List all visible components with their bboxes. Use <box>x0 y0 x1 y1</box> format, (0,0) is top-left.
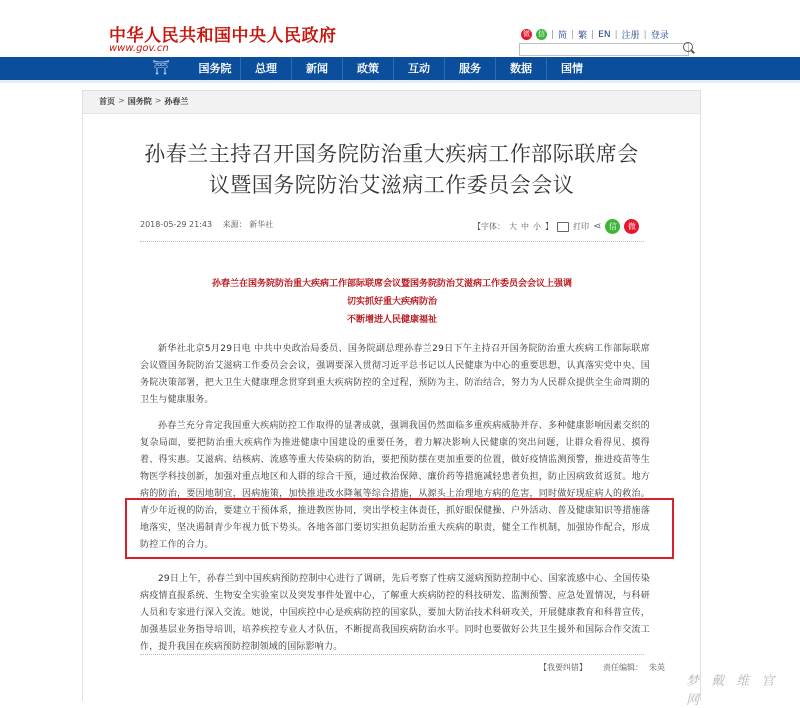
article-paragraph-3: 29日上午，孙春兰到中国疾病预防控制中心进行了调研，先后考察了性病艾滋病预防控制中心、国家流感中心、全国传染病疫情直报系统、生物安全实验室以及突发事件处置中心，了解重大疾病防控的科技研发、监测预警、应急处置情况，与科研人员和专家进行深入交流。她说，中国疾控中心是疾病防控的国家队，要加大防治技术科研攻关，开展健康教育和科普宣传，加强基层业务指导培训，培养疾控专业人才队伍，不断提高我国疾病防治水平。同时也要做好公共卫生援外和国际合作交流工作，提升我国在疾病预防控制领域的国际影响力。 <box>140 574 650 652</box>
font-medium-button[interactable]: 中 <box>521 222 529 231</box>
print-icon[interactable] <box>557 222 569 232</box>
link-register[interactable]: 注册 <box>621 31 640 41</box>
breadcrumb-state-council[interactable]: 国务院 <box>127 97 152 106</box>
article-paragraph-2: 孙春兰充分肯定我国重大疾病防控工作取得的显著成就，强调我国仍然面临多重疾病威胁并存、多种健康影响因素交织的复杂局面，要把防治重大疾病作为推进健康中国建设的重要任务，着力解决影响人民健康的突出问题，让群众看得见、摸得着、得实惠。艾滋病、结核病、流感等重大传染病的防治，要把预防摆在更加重要的位置，做好疫情监测预警，推进疫苗等生物医学科技创新，加强对重点地区和人群的综合干预，通过救治保障、廉价药等措施减轻患者负担，防止因病致贫返贫。地方病的防治，要因地制宜，因病施策，加快推进改水降氟等综合措施，从源头上治理地方病的危害，同时做好现症病人的救治。青少年近视的防治，要建立干预体系，推进教医协同，突出学校主体责任，抓好眼保健操、户外活动、普及健康知识等措施落地落实，坚决遏制青少年视力低下势头。各地各部门要切实担负起防治重大疾病的职责，健全工作机制，加强协作配合，形成防控工作的合力。 <box>140 421 650 550</box>
article-panel <box>82 90 701 701</box>
wechat-icon[interactable]: 信 <box>538 30 545 38</box>
nav-item-policy[interactable]: 政策 <box>342 57 393 80</box>
nav-item-data[interactable]: 数据 <box>495 57 546 80</box>
nav-item-premier[interactable]: 总理 <box>240 57 291 80</box>
article-source: 新华社 <box>249 220 274 229</box>
top-links: 微 信 | 简 | 繁 | EN | 注册 | 登录 <box>523 29 669 41</box>
search-icon[interactable] <box>683 42 693 52</box>
meta-divider <box>140 241 644 242</box>
font-size-label: 【字体： <box>473 222 505 231</box>
highlight-box <box>125 498 674 559</box>
article-meta <box>140 219 273 230</box>
breadcrumb-current[interactable]: 孙春兰 <box>164 97 189 106</box>
site-logo[interactable]: 中华人民共和国中央人民政府 <box>109 26 337 46</box>
link-traditional[interactable]: 繁 <box>578 31 588 41</box>
article-title: 孙春兰主持召开国务院防治重大疾病工作部际联席会 议暨国务院防治艾滋病工作委员会会议 <box>144 142 639 197</box>
weibo-share-icon[interactable]: 微 <box>624 219 639 234</box>
nav-divider <box>0 80 800 83</box>
article-headline-2: 切实抓好重大疾病防治 <box>346 297 437 307</box>
article-tools: 【字体： 大 中 小 】 打印 ⋖ 信 微 <box>473 219 639 234</box>
source-label: 来源： <box>222 220 247 229</box>
font-small-button[interactable]: 小 <box>533 222 541 231</box>
wechat-share-icon[interactable]: 信 <box>605 219 620 234</box>
article-headline-3: 不断增进人民健康福祉 <box>346 315 437 325</box>
tiananmen-icon: ⛩ <box>152 60 170 76</box>
link-simplified[interactable]: 简 <box>558 31 568 41</box>
nav-item-services[interactable]: 服务 <box>444 57 495 80</box>
article-paragraph-1: 新华社北京5月29日电 中共中央政治局委员、国务院副总理孙春兰29日下午主持召开国务院防治重大疾病工作部际联席会议暨国务院防治艾滋病工作委员会会议，强调要深入贯彻习近平总书记以人民健康为中心的重要思想，认真落实党中央、国务院决策部署，把大卫生大健康理念贯穿到重大疾病防控的全过程，预防为主、防治结合，努力为人民群众提供全生命周期的卫生与健康服务。 <box>140 344 650 405</box>
search-box <box>519 43 689 56</box>
main-nav <box>0 57 800 80</box>
link-login[interactable]: 登录 <box>650 31 669 41</box>
article-date: 2018-05-29 21:43 <box>140 220 213 229</box>
correction-button[interactable]: 【我要纠错】 <box>539 663 587 672</box>
link-english[interactable]: EN <box>598 29 611 40</box>
share-icon[interactable]: ⋖ <box>593 221 602 232</box>
breadcrumb-bar <box>83 91 700 114</box>
nav-item-state-council[interactable]: 国务院 <box>198 62 232 75</box>
editor-label: 责任编辑： <box>603 663 643 672</box>
editor-divider <box>140 654 644 655</box>
article-headline-1: 孙春兰在国务院防治重大疾病工作部际联席会议暨国务院防治艾滋病工作委员会会议上强调 <box>211 279 572 289</box>
watermark: 梦 戴 维 官 网 <box>686 674 779 708</box>
weibo-icon[interactable]: 微 <box>523 30 530 38</box>
editor-name: 朱英 <box>649 663 665 672</box>
breadcrumb: 首页 > 国务院 > 孙春兰 <box>99 96 189 106</box>
breadcrumb-home[interactable]: 首页 <box>99 97 115 106</box>
nav-item-interaction[interactable]: 互动 <box>393 57 444 80</box>
print-button[interactable]: 打印 <box>573 222 589 231</box>
site-header <box>0 0 800 57</box>
nav-item-news[interactable]: 新闻 <box>291 57 342 80</box>
nav-item-national-info[interactable]: 国情 <box>546 57 597 80</box>
font-large-button[interactable]: 大 <box>509 222 517 231</box>
site-logo-url[interactable]: www.gov.cn <box>109 43 169 54</box>
